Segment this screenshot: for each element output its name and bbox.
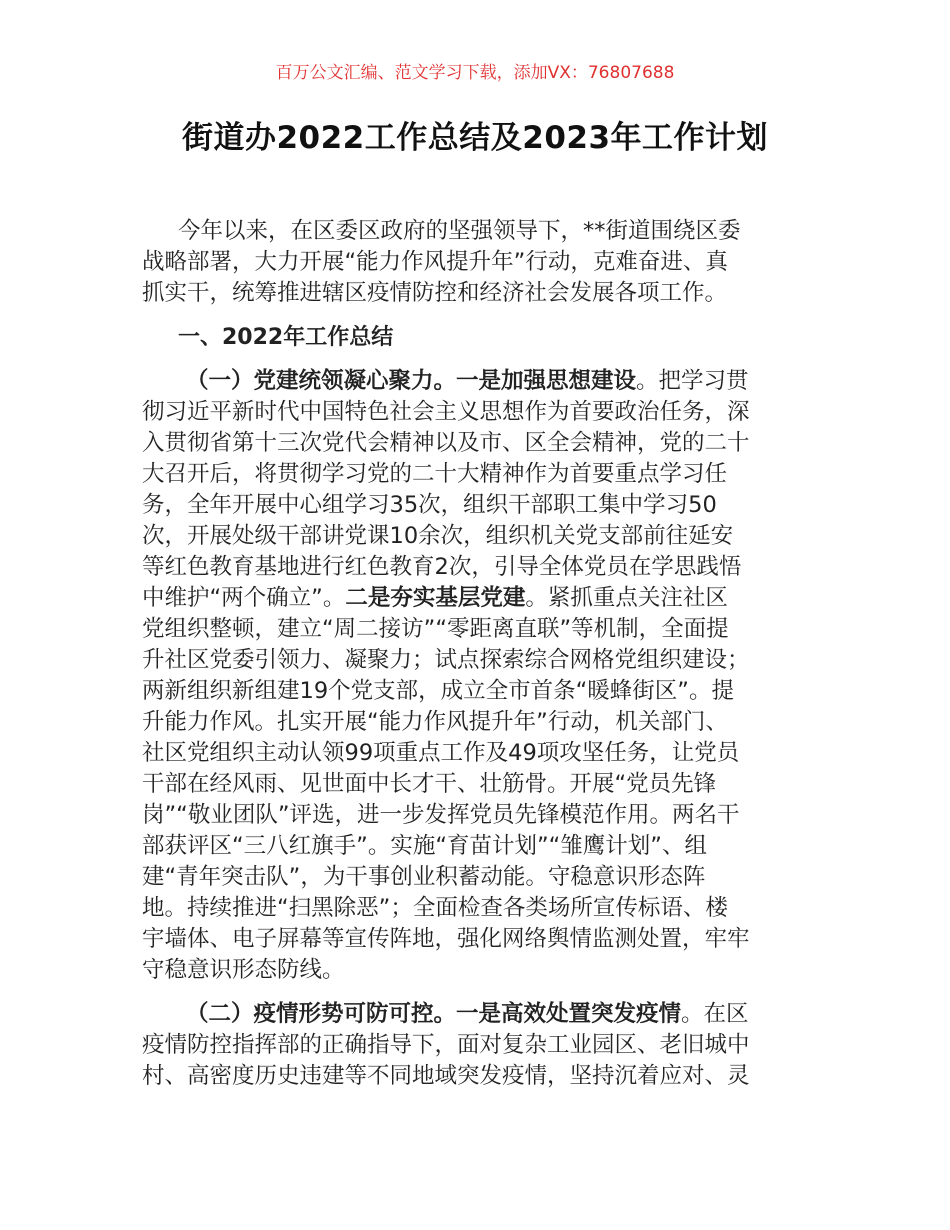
bold-text: 二是夯实基层党建 xyxy=(345,585,526,611)
text-run: 村、高密度历史违建等不同地域突发疫情，坚持沉着应对、灵 xyxy=(142,1063,750,1089)
text-line xyxy=(142,216,822,247)
text-run: 次，开展处级干部讲党课10余次，组织机关党支部前往延安 xyxy=(142,523,734,549)
text-run: 。把学习贯 xyxy=(636,368,749,394)
text-run: 今年以来，在区委区政府的坚强领导下，**街道围绕区委 xyxy=(178,218,741,244)
section-heading xyxy=(142,322,822,353)
text-line xyxy=(142,955,822,986)
text-run: 岗”“敬业团队”评选，进一步发挥党员先锋模范作用。两名干 xyxy=(142,802,740,828)
text-run: 社区党组织主动认领99项重点工作及49项攻坚任务，让党员 xyxy=(142,740,740,766)
paragraph xyxy=(142,216,822,309)
text-run: 抓实干，统筹推进辖区疫情防控和经济社会发展各项工作。 xyxy=(142,280,728,306)
text-run: 等红色教育基地进行红色教育2次，引导全体党员在学思践悟 xyxy=(142,554,742,580)
text-line xyxy=(142,1061,822,1092)
text-run: 地。持续推进“扫黑除恶”；全面检查各类场所宣传标语、楼 xyxy=(142,895,728,921)
watermark-text: 百万公文汇编、范文学习下载，添加VX：76807688 xyxy=(275,63,675,83)
bold-text: （二）疫情形势可防可控。一是高效处置突发疫情 xyxy=(186,1001,682,1027)
text-run: 疫情防控指挥部的正确指导下，面对复杂工业园区、老旧城中 xyxy=(142,1032,750,1058)
text-line xyxy=(142,397,822,428)
paragraph xyxy=(142,999,822,1092)
text-line xyxy=(142,428,822,459)
text-run: 。紧抓重点关注社区 xyxy=(525,585,728,611)
text-line xyxy=(142,707,822,738)
paragraph xyxy=(142,366,822,986)
text-run: 彻习近平新时代中国特色社会主义思想作为首要政治任务，深 xyxy=(142,399,750,425)
text-run: 两新组织新组建19个党支部，成立全市首条“暖蜂街区”。提 xyxy=(142,678,734,704)
text-line xyxy=(142,247,822,278)
text-line xyxy=(142,738,822,769)
bold-text: 一、2022年工作总结 xyxy=(178,325,394,350)
text-run: 干部在经风雨、见世面中长才干、壮筋骨。开展“党员先锋 xyxy=(142,771,717,797)
text-line xyxy=(142,769,822,800)
bold-text: （一）党建统领凝心聚力。一是加强思想建设 xyxy=(186,368,637,394)
text-line xyxy=(142,521,822,552)
text-run: 升能力作风。扎实开展“能力作风提升年”行动，机关部门、 xyxy=(142,709,728,735)
text-line xyxy=(142,366,822,397)
text-line xyxy=(142,800,822,831)
text-line xyxy=(142,831,822,862)
text-run: 宇墙体、电子屏幕等宣传阵地，强化网络舆情监测处置，牢牢 xyxy=(142,926,750,952)
text-line xyxy=(142,862,822,893)
text-run: 建“青年突击队”，为干事创业积蓄动能。守稳意识形态阵 xyxy=(142,864,706,890)
text-run: 入贯彻省第十三次党代会精神以及市、区全会精神，党的二十 xyxy=(142,430,750,456)
text-line xyxy=(142,1030,822,1061)
text-run: 战略部署，大力开展“能力作风提升年”行动，克难奋进、真 xyxy=(142,249,728,275)
document-title: 街道办2022工作总结及2023年工作计划 xyxy=(181,120,769,156)
text-run: 部获评区“三八红旗手”。实施“育苗计划”“雏鹰计划”、组 xyxy=(142,833,707,859)
text-line xyxy=(142,614,822,645)
text-run: 守稳意识形态防线。 xyxy=(142,957,345,983)
text-line xyxy=(142,583,822,614)
text-line xyxy=(142,552,822,583)
text-line xyxy=(142,322,822,353)
text-line xyxy=(142,490,822,521)
text-run: 。在区 xyxy=(681,1001,749,1027)
text-run: 大召开后，将贯彻学习党的二十大精神作为首要重点学习任 xyxy=(142,461,728,487)
text-line xyxy=(142,676,822,707)
document-body xyxy=(142,216,822,1105)
text-run: 中维护“两个确立”。 xyxy=(142,585,346,611)
text-line xyxy=(142,893,822,924)
text-line xyxy=(142,999,822,1030)
text-run: 务，全年开展中心组学习35次，组织干部职工集中学习50 xyxy=(142,492,717,518)
text-line xyxy=(142,645,822,676)
text-line xyxy=(142,924,822,955)
text-run: 升社区党委引领力、凝聚力；试点探索综合网格党组织建设； xyxy=(142,647,750,673)
text-line xyxy=(142,459,822,490)
text-run: 党组织整顿，建立“周二接访”“零距离直联”等机制，全面提 xyxy=(142,616,729,642)
text-line xyxy=(142,278,822,309)
